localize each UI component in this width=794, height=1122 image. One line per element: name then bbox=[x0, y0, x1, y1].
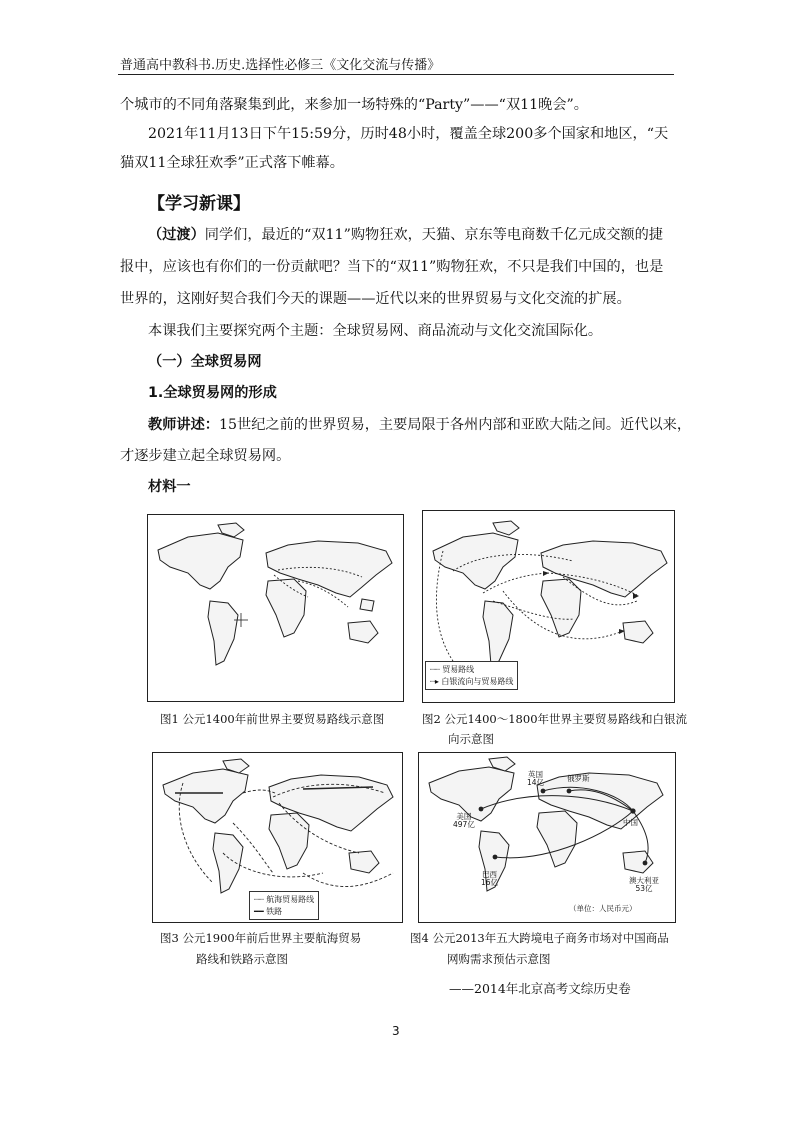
russia-name: 俄罗斯 bbox=[567, 774, 590, 783]
transition-text-1: 同学们，最近的“双11”购物狂欢，天猫、京东等电商数千亿元成交额的捷 bbox=[204, 227, 663, 243]
continents bbox=[158, 523, 392, 665]
page-number: 3 bbox=[392, 1024, 400, 1038]
legend-trade-row: ┈┈ 贸易路线 bbox=[430, 665, 475, 674]
map-figure-2 bbox=[422, 510, 675, 703]
header-rule bbox=[118, 74, 674, 75]
legend-silver-label: 白银流向与贸易路线 bbox=[441, 676, 514, 686]
map-figure-4 bbox=[418, 752, 676, 923]
continents bbox=[163, 759, 393, 893]
legend-trade-label: 贸易路线 bbox=[442, 665, 475, 674]
fig1-caption: 图1 公元1400年前世界主要贸易路线示意图 bbox=[160, 712, 385, 726]
subsection-title: （一）全球贸易网 bbox=[148, 354, 262, 370]
transition-label: （过渡） bbox=[148, 227, 205, 243]
page-header: 普通高中教科书.历史.选择性必修三《文化交流与传播》 bbox=[120, 58, 441, 73]
usa-name: 美国 bbox=[456, 812, 472, 821]
map-figure-3 bbox=[152, 752, 403, 923]
uk-value: 14亿 bbox=[527, 778, 545, 788]
map2-legend bbox=[425, 661, 518, 690]
teacher-text-1: 15世纪之前的世界贸易，主要局限于各州内部和亚欧大陆之间。近代以来， bbox=[218, 417, 692, 433]
legend-rail-label: 铁路 bbox=[266, 906, 283, 916]
fig4-caption-line-1: 图4 公元2013年五大跨境电子商务市场对中国商品 bbox=[410, 931, 669, 945]
transition-line-1 bbox=[148, 228, 663, 242]
fig2-caption-line-2: 向示意图 bbox=[448, 732, 494, 746]
map4-unit: （单位：人民币元） bbox=[569, 904, 637, 913]
australia-value: 53亿 bbox=[635, 884, 653, 894]
uk-name: 英国 bbox=[528, 770, 544, 779]
continents bbox=[433, 521, 667, 665]
section-heading: 【学习新课】 bbox=[148, 194, 250, 214]
point1-title: 1.全球贸易网的形成 bbox=[148, 385, 277, 401]
teacher-label: 教师讲述： bbox=[148, 417, 219, 433]
fig3-caption-line-2: 路线和铁路示意图 bbox=[196, 952, 288, 966]
world-map-4 bbox=[419, 753, 676, 923]
teacher-line-1 bbox=[148, 418, 691, 432]
map-figure-1 bbox=[147, 514, 404, 702]
label-russia bbox=[567, 775, 590, 783]
fig4-caption-line-2: 网购需求预估示意图 bbox=[447, 952, 551, 966]
legend-sea-label: 航海贸易路线 bbox=[266, 895, 315, 904]
legend-sea-row: ┈┈ 航海贸易路线 bbox=[254, 895, 315, 904]
label-china: 中国 bbox=[623, 818, 638, 827]
label-uk bbox=[527, 771, 544, 788]
australia-name: 澳大利亚 bbox=[629, 876, 659, 885]
source-citation: ——2014年北京高考文综历史卷 bbox=[449, 981, 631, 996]
fig2-caption-line-1: 图2 公元1400～1800年世界主要贸易路线和白银流 bbox=[422, 712, 688, 726]
transition-line-3: 世界的，这刚好契合我们今天的课题——近代以来的世界贸易与文化交流的扩展。 bbox=[120, 291, 631, 307]
brazil-name: 巴西 bbox=[482, 870, 498, 879]
legend-rail-row: ━━ 铁路 bbox=[254, 906, 283, 916]
label-brazil bbox=[481, 871, 498, 888]
label-usa bbox=[453, 813, 475, 830]
intro-line-1: 个城市的不同角落聚集到此，来参加一场特殊的“Party”——“双11晚会”。 bbox=[120, 97, 588, 113]
material-label: 材料一 bbox=[148, 479, 191, 495]
map3-legend bbox=[249, 891, 319, 920]
topics-line: 本课我们主要探究两个主题：全球贸易网、商品流动与文化交流国际化。 bbox=[148, 323, 603, 339]
brazil-value: 16亿 bbox=[481, 878, 499, 888]
intro-line-2: 2021年11月13日下午15:59分，历时48小时，覆盖全球200多个国家和地区，“天 bbox=[148, 126, 669, 142]
legend-silver-row: ┈▸ 白银流向与贸易路线 bbox=[430, 676, 514, 686]
usa-value: 497亿 bbox=[453, 820, 475, 830]
intro-line-3: 猫双11全球狂欢季”正式落下帷幕。 bbox=[120, 155, 344, 171]
label-australia bbox=[629, 877, 659, 894]
world-map-1 bbox=[148, 515, 404, 702]
teacher-line-2: 才逐步建立起全球贸易网。 bbox=[120, 448, 291, 464]
fig3-caption-line-1: 图3 公元1900年前后世界主要航海贸易 bbox=[160, 931, 362, 945]
transition-line-2: 报中，应该也有你们的一份贡献吧？当下的“双11”购物狂欢，不只是我们中国的，也是 bbox=[120, 259, 664, 275]
